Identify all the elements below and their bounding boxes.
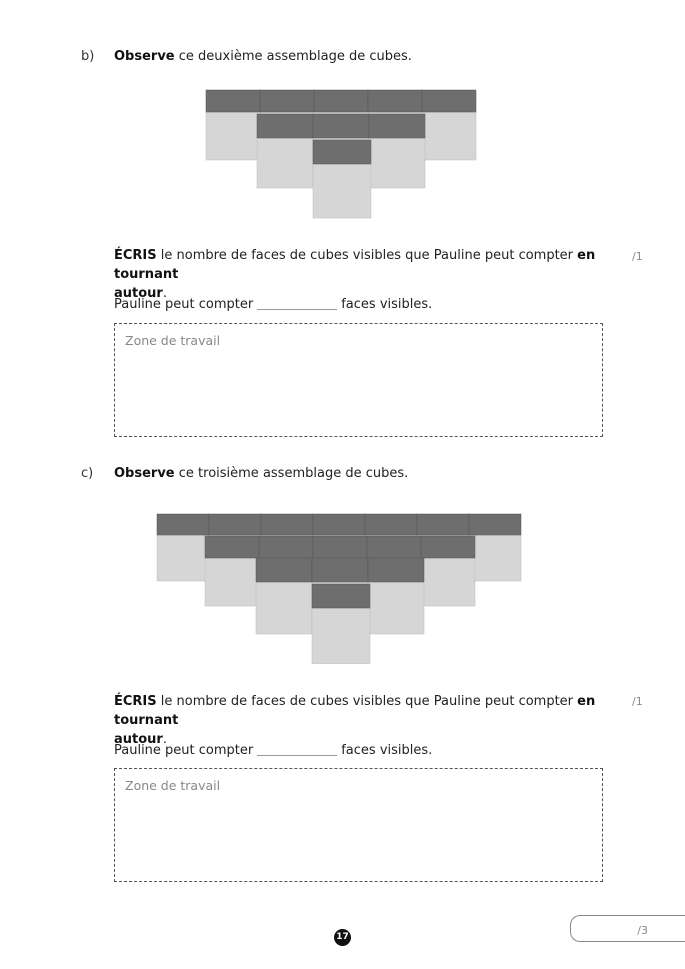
page-number: 17 xyxy=(334,929,351,946)
instruction-mid: le nombre de faces de cubes visibles que Pauline peut compter xyxy=(160,694,574,709)
cube xyxy=(422,90,476,160)
cube-assembly-photo xyxy=(156,512,526,664)
question-prompt xyxy=(114,49,412,64)
question-letter: c) xyxy=(81,466,94,481)
answer-blank[interactable] xyxy=(257,309,337,310)
instruction-text xyxy=(114,246,614,303)
instruction-bold-2: autour xyxy=(114,286,163,301)
total-score: /3 xyxy=(637,924,648,937)
question-score: /1 xyxy=(632,250,643,263)
instruction-text xyxy=(114,692,614,749)
question-prompt xyxy=(114,466,408,481)
instruction-bold: en tournant xyxy=(114,248,596,282)
cube xyxy=(469,514,521,581)
answer-sentence xyxy=(114,297,432,312)
instruction-period: . xyxy=(162,732,167,747)
answer-suffix: faces visibles. xyxy=(341,297,433,312)
total-score-box xyxy=(570,915,685,942)
answer-blank[interactable] xyxy=(257,755,337,756)
answer-prefix: Pauline peut compter xyxy=(114,743,254,758)
cube xyxy=(206,90,260,160)
work-zone[interactable] xyxy=(114,768,603,882)
cube xyxy=(369,114,425,188)
cube xyxy=(368,558,424,634)
instruction-bold: en tournant xyxy=(114,694,596,728)
instruction-bold-2: autour xyxy=(114,732,163,747)
cube xyxy=(157,514,209,581)
work-zone[interactable] xyxy=(114,323,603,437)
instruction-period: . xyxy=(162,286,167,301)
instruction-mid: le nombre de faces de cubes visibles que Pauline peut compter xyxy=(160,248,574,263)
cube xyxy=(312,584,370,664)
prompt-verb: Observe xyxy=(114,466,175,481)
prompt-rest: ce deuxième assemblage de cubes. xyxy=(178,49,412,64)
cube xyxy=(313,140,371,218)
answer-suffix: faces visibles. xyxy=(341,743,433,758)
question-score: /1 xyxy=(632,695,643,708)
cube xyxy=(256,558,312,634)
cube xyxy=(421,536,475,606)
cube xyxy=(257,114,313,188)
cube xyxy=(205,536,259,606)
answer-sentence xyxy=(114,743,432,758)
prompt-rest: ce troisième assemblage de cubes. xyxy=(178,466,409,481)
cube-assembly-photo xyxy=(205,88,480,220)
question-letter: b) xyxy=(81,49,95,64)
prompt-verb: Observe xyxy=(114,49,175,64)
answer-prefix: Pauline peut compter xyxy=(114,297,254,312)
work-zone-label: Zone de travail xyxy=(125,778,221,793)
work-zone-label: Zone de travail xyxy=(125,333,221,348)
instruction-verb: ÉCRIS xyxy=(114,248,157,263)
instruction-verb: ÉCRIS xyxy=(114,694,157,709)
